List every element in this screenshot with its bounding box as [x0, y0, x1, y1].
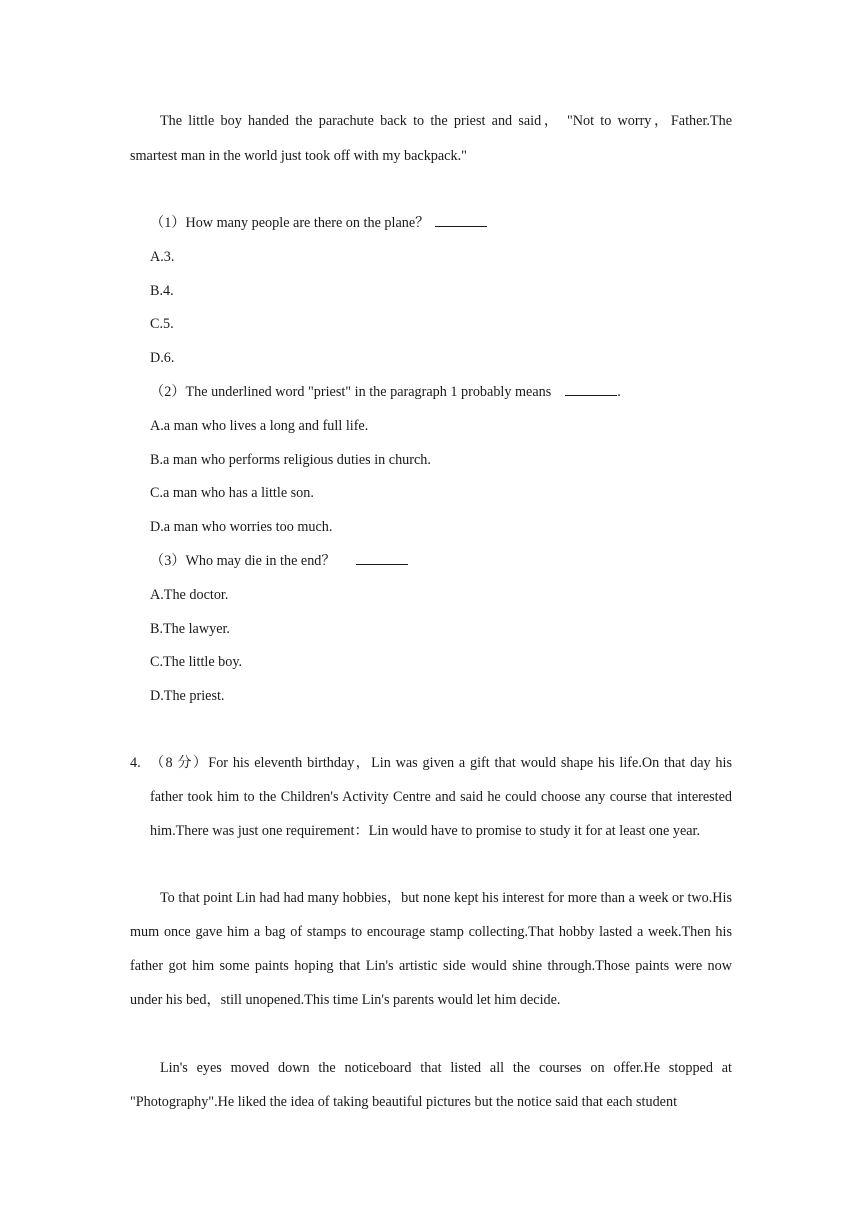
question-1-option-a: A.3. [150, 249, 175, 265]
question-2-option-b: B.a man who performs religious duties in church. [150, 452, 431, 468]
question-2: （2）The underlined word "priest" in the paragraph 1 probably means . [150, 384, 621, 400]
story-end-paragraph: The little boy handed the parachute back to the priest and said， "Not to worry，Father.The smartest man in the world just took off with my backpack." [130, 113, 732, 164]
question-1-option-c: C.5. [150, 316, 174, 332]
question-3-option-c: C.The little boy. [150, 654, 243, 670]
question-3 [150, 551, 408, 571]
question-4 [130, 746, 732, 848]
question-3-option-b: B.The lawyer. [150, 621, 230, 637]
question-2-option-c: C.a man who has a little son. [150, 485, 314, 501]
question-4-number: 4. [130, 755, 141, 771]
question-1-option-d: D.6. [150, 350, 175, 366]
question-2-stem: （2）The underlined word "priest" in the paragraph 1 probably means [150, 384, 552, 400]
question-3-option-d: D.The priest. [150, 688, 225, 704]
question-4-paragraph-3: Lin's eyes moved down the noticeboard that listed all the courses on offer.He stopped at "Photography".He liked the idea of taking beautiful pictures but the notice said that each student [130, 1060, 732, 1110]
question-1-option-b: B.4. [150, 283, 174, 299]
question-1-stem: （1）How many people are there on the plane？ [150, 215, 430, 231]
answer-blank [435, 214, 487, 227]
question-1 [150, 213, 487, 233]
answer-blank [565, 383, 617, 396]
question-4-paragraph-2: To that point Lin had had many hobbies，but none kept his interest for more than a week or two.His mum once gave him a bag of stamps to encourage stamp collecting.That hobby lasted a week.Then his father got him some paints hoping that Lin's artistic side would shine through.Those paints were now under his bed，still unopened.This time Lin's parents would let him decide. [130, 890, 732, 1008]
answer-blank [356, 552, 408, 565]
question-3-stem: （3）Who may die in the end？ [150, 553, 336, 569]
question-4-text: （8 分）For his eleventh birthday，Lin was given a gift that would shape his life.On that day his father took him to the Children's Activity Centre and said he could choose any course that interested him.There was just one requirement：Lin would have to promise to study it for at least one year. [150, 755, 732, 839]
question-2-option-d: D.a man who worries too much. [150, 519, 333, 535]
question-3-option-a: A.The doctor. [150, 587, 229, 603]
question-2-option-a: A.a man who lives a long and full life. [150, 418, 369, 434]
